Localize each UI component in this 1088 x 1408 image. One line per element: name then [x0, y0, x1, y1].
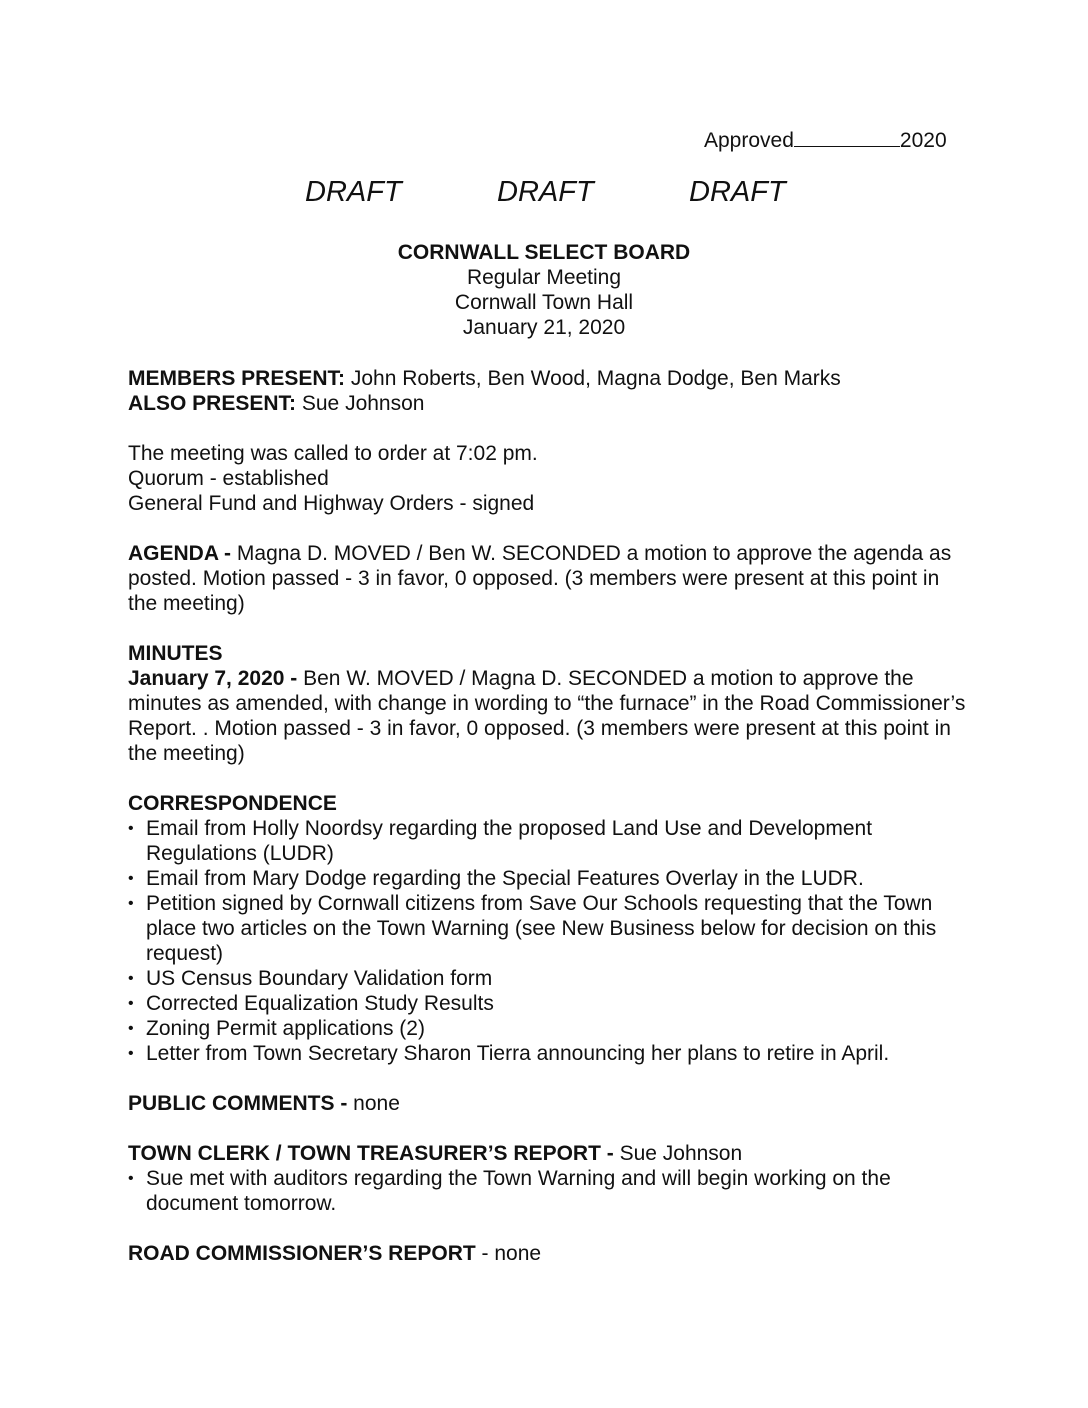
members-present-names: John Roberts, Ben Wood, Magna Dodge, Ben Marks [345, 367, 841, 390]
approved-label: Approved [704, 129, 794, 152]
minutes-approval [128, 666, 968, 766]
correspondence-heading: CORRESPONDENCE [128, 792, 337, 815]
draft-watermark: DRAFT [305, 176, 402, 208]
road-commissioner-report [128, 1241, 968, 1266]
list-item: • Corrected Equalization Study Results [128, 991, 968, 1016]
list-item: • US Census Boundary Validation form [128, 966, 968, 991]
meeting-type: Regular Meeting [466, 266, 622, 289]
public-comments-text: none [347, 1092, 400, 1115]
correspondence-list [128, 816, 968, 1066]
agenda-text: Magna D. MOVED / Ben W. SECONDED a motion to approve the agenda as posted. Motion passed - 3 in favor, 0 opposed. (3 members were present at this point in the meeting) [128, 542, 952, 615]
town-clerk-label: TOWN CLERK / TOWN TREASURER’S REPORT - [128, 1142, 614, 1165]
draft-watermark: DRAFT [689, 176, 786, 208]
meeting-header [0, 240, 1088, 340]
list-item: • Petition signed by Cornwall citizens from Save Our Schools requesting that the Town place two articles on the Town Warning (see New Business below for decision on this request) [128, 891, 968, 966]
minutes-body [128, 366, 968, 1266]
road-commissioner-text: - none [475, 1242, 542, 1265]
approved-year: 2020 [899, 129, 947, 152]
members-present [128, 366, 968, 391]
also-present [128, 391, 968, 416]
members-present-label: MEMBERS PRESENT: [128, 367, 346, 390]
meeting-date: January 21, 2020 [462, 316, 626, 339]
approval-blank [794, 128, 900, 147]
agenda-section [128, 541, 968, 616]
town-clerk-list [128, 1166, 968, 1216]
town-clerk-name: Sue Johnson [613, 1142, 743, 1165]
list-item: • Sue met with auditors regarding the Town Warning and will begin working on the document tomorrow. [128, 1166, 968, 1216]
public-comments [128, 1091, 968, 1116]
list-item: • Email from Holly Noordsy regarding the proposed Land Use and Development Regulations (LUDR) [128, 816, 968, 866]
board-title: CORNWALL SELECT BOARD [397, 241, 691, 264]
town-clerk-report [128, 1141, 968, 1166]
opening-line: The meeting was called to order at 7:02 pm. [128, 442, 538, 465]
opening-line: General Fund and Highway Orders - signed [128, 492, 535, 515]
road-commissioner-label: ROAD COMMISSIONER’S REPORT [128, 1242, 476, 1265]
approval-line [704, 128, 947, 153]
also-present-names: Sue Johnson [296, 392, 425, 415]
opening-line: Quorum - established [128, 467, 329, 490]
list-item: • Zoning Permit applications (2) [128, 1016, 968, 1041]
minutes-heading: MINUTES [128, 642, 223, 665]
list-item: • Letter from Town Secretary Sharon Tierra announcing her plans to retire in April. [128, 1041, 968, 1066]
minutes-date-label: January 7, 2020 - [128, 667, 298, 690]
draft-watermark: DRAFT [497, 176, 594, 208]
public-comments-label: PUBLIC COMMENTS - [128, 1092, 348, 1115]
agenda-label: AGENDA - [128, 542, 232, 565]
minutes-approval-text: Ben W. MOVED / Magna D. SECONDED a motion to approve the minutes as amended, with change in wording to “the furnace” in the Road Commissioner’s Report. . Motion passed - 3 in favor, 0 opposed. (3 members were present at this point in the meeting) [128, 667, 966, 765]
meeting-location: Cornwall Town Hall [454, 291, 634, 314]
list-item: • Email from Mary Dodge regarding the Special Features Overlay in the LUDR. [128, 866, 968, 891]
also-present-label: ALSO PRESENT: [128, 392, 297, 415]
